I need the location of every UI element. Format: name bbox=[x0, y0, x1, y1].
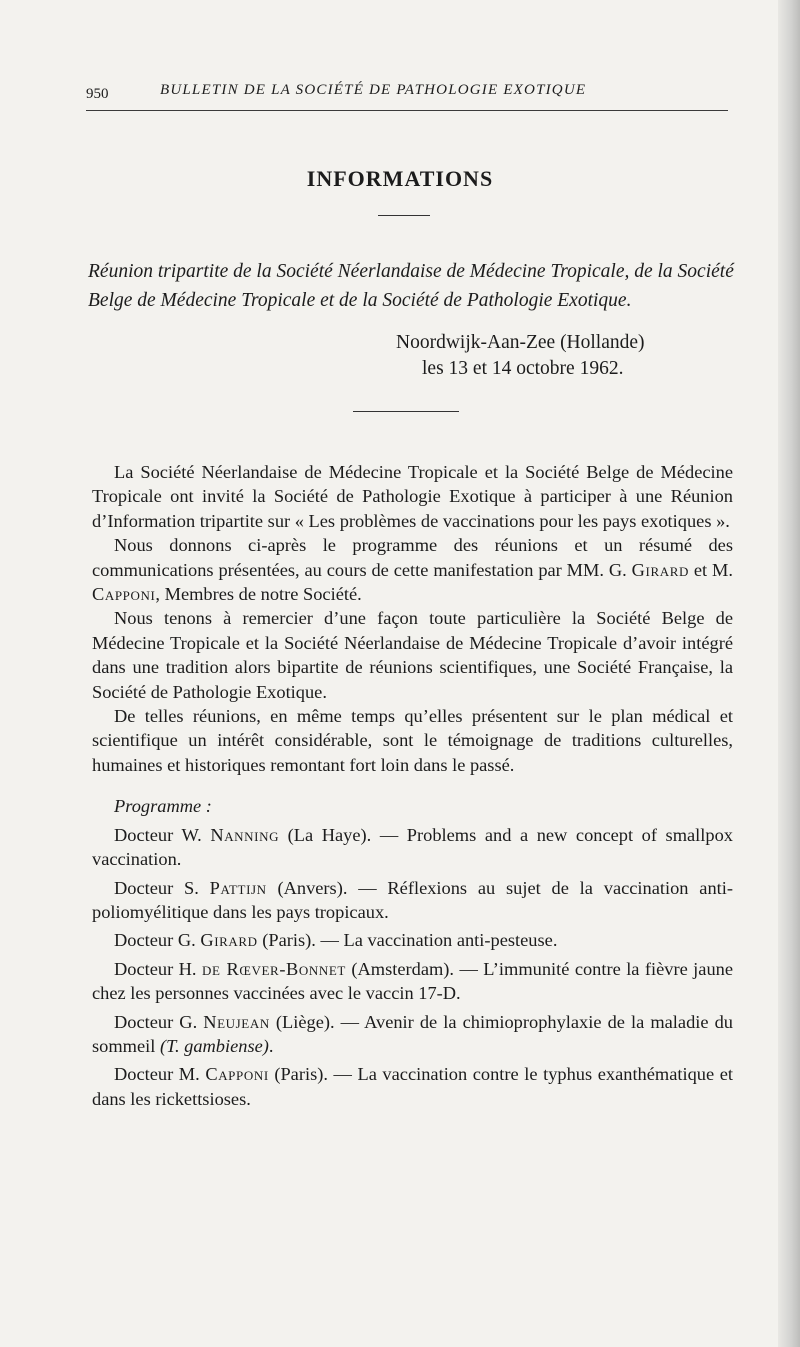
programme-item bbox=[92, 1062, 733, 1111]
title-divider bbox=[378, 215, 430, 216]
article-body bbox=[92, 460, 733, 1111]
species-name: (T. gambiense) bbox=[159, 1035, 269, 1056]
paragraph-text: et M. bbox=[689, 559, 733, 580]
speaker-name: de Rœver-Bonnet bbox=[201, 958, 346, 979]
author-name: Capponi bbox=[92, 584, 156, 605]
speaker-name: Girard bbox=[200, 930, 258, 951]
programme-list bbox=[92, 823, 733, 1111]
meeting-title: Réunion tripartite de la Société Néerlandaise de Médecine Tropicale, de la Société Belge de Médecine Tropicale et de la Société de Pathologie Exotique. bbox=[88, 261, 734, 311]
talk-title: (Anvers). — Réflexions au sujet de la vaccination anti-poliomyélitique dans les pays tropicaux. bbox=[92, 877, 733, 922]
section-divider bbox=[353, 411, 459, 412]
speaker-title: Docteur G. bbox=[114, 930, 201, 951]
speaker-title: Docteur H. bbox=[114, 958, 202, 979]
paragraph: De telles réunions, en même temps qu’elles présentent sur le plan médical et scientifique un intérêt considérable, sont le témoignage de traditions culturelles, humaines et historiques remontant fort loin dans le passé. bbox=[92, 706, 733, 775]
paragraph-text: , Membres de notre Société. bbox=[155, 584, 362, 605]
talk-title: (Amsterdam). — L’immunité contre la fièvre jaune chez les personnes vaccinées avec le vaccin 17-D. bbox=[92, 958, 733, 1004]
page-edge bbox=[778, 0, 800, 1347]
punctuation: . bbox=[268, 1035, 274, 1056]
programme-item bbox=[92, 876, 733, 925]
speaker-name: Nanning bbox=[210, 824, 280, 845]
author-name: Girard bbox=[631, 559, 689, 580]
meeting-location: Noordwijk-Aan-Zee (Hollande) bbox=[396, 332, 645, 353]
meeting-dates: les 13 et 14 octobre 1962. bbox=[422, 358, 624, 379]
programme-item bbox=[92, 957, 733, 1006]
speaker-title: Docteur G. bbox=[114, 1011, 204, 1032]
running-head: BULLETIN DE LA SOCIÉTÉ DE PATHOLOGIE EXOTIQUE bbox=[160, 82, 587, 98]
speaker-name: Capponi bbox=[205, 1064, 269, 1085]
speaker-title: Docteur S. bbox=[114, 877, 210, 898]
talk-title: (Paris). — La vaccination contre le typhus exanthématique et dans les rickettsioses. bbox=[92, 1064, 733, 1109]
programme-item bbox=[92, 1010, 733, 1059]
talk-title: (La Haye). — Problems and a new concept of smallpox vaccination. bbox=[92, 824, 733, 870]
speaker-name: Neujean bbox=[203, 1011, 270, 1032]
talk-title: (Paris). — La vaccination anti-pesteuse. bbox=[257, 930, 558, 951]
page-number: 950 bbox=[86, 86, 109, 102]
paragraph bbox=[92, 533, 733, 606]
section-title: INFORMATIONS bbox=[306, 166, 494, 191]
talk-title: (Liège). — Avenir de la chimioprophylaxie de la maladie du sommeil bbox=[92, 1011, 733, 1056]
paragraph: Nous tenons à remercier d’une façon toute particulière la Société Belge de Médecine Tropicale et la Société Néerlandaise de Médecine Tropicale d’avoir intégré dans une tradition alors bipartite de réunions scientifiques, une Société Française, la Société de Pathologie Exotique. bbox=[92, 608, 733, 702]
programme-item bbox=[92, 823, 733, 872]
programme-item bbox=[92, 928, 733, 952]
speaker-title: Docteur W. bbox=[114, 824, 211, 845]
page-header bbox=[86, 80, 728, 111]
speaker-title: Docteur M. bbox=[114, 1064, 206, 1085]
programme-heading: Programme : bbox=[114, 796, 212, 817]
meeting-location-block bbox=[396, 330, 645, 382]
paragraph: La Société Néerlandaise de Médecine Tropicale et la Société Belge de Médecine Tropicale ont invité la Société de Pathologie Exotique à participer à une Réunion d’Information tripartite sur « Les problèmes de vaccinations pour les pays exotiques ». bbox=[92, 462, 733, 531]
paragraph-text: Nous donnons ci-après le programme des réunions et un résumé des communications présentées, au cours de cette manifestation par MM. G. bbox=[92, 535, 733, 580]
speaker-name: Pattijn bbox=[209, 877, 267, 898]
